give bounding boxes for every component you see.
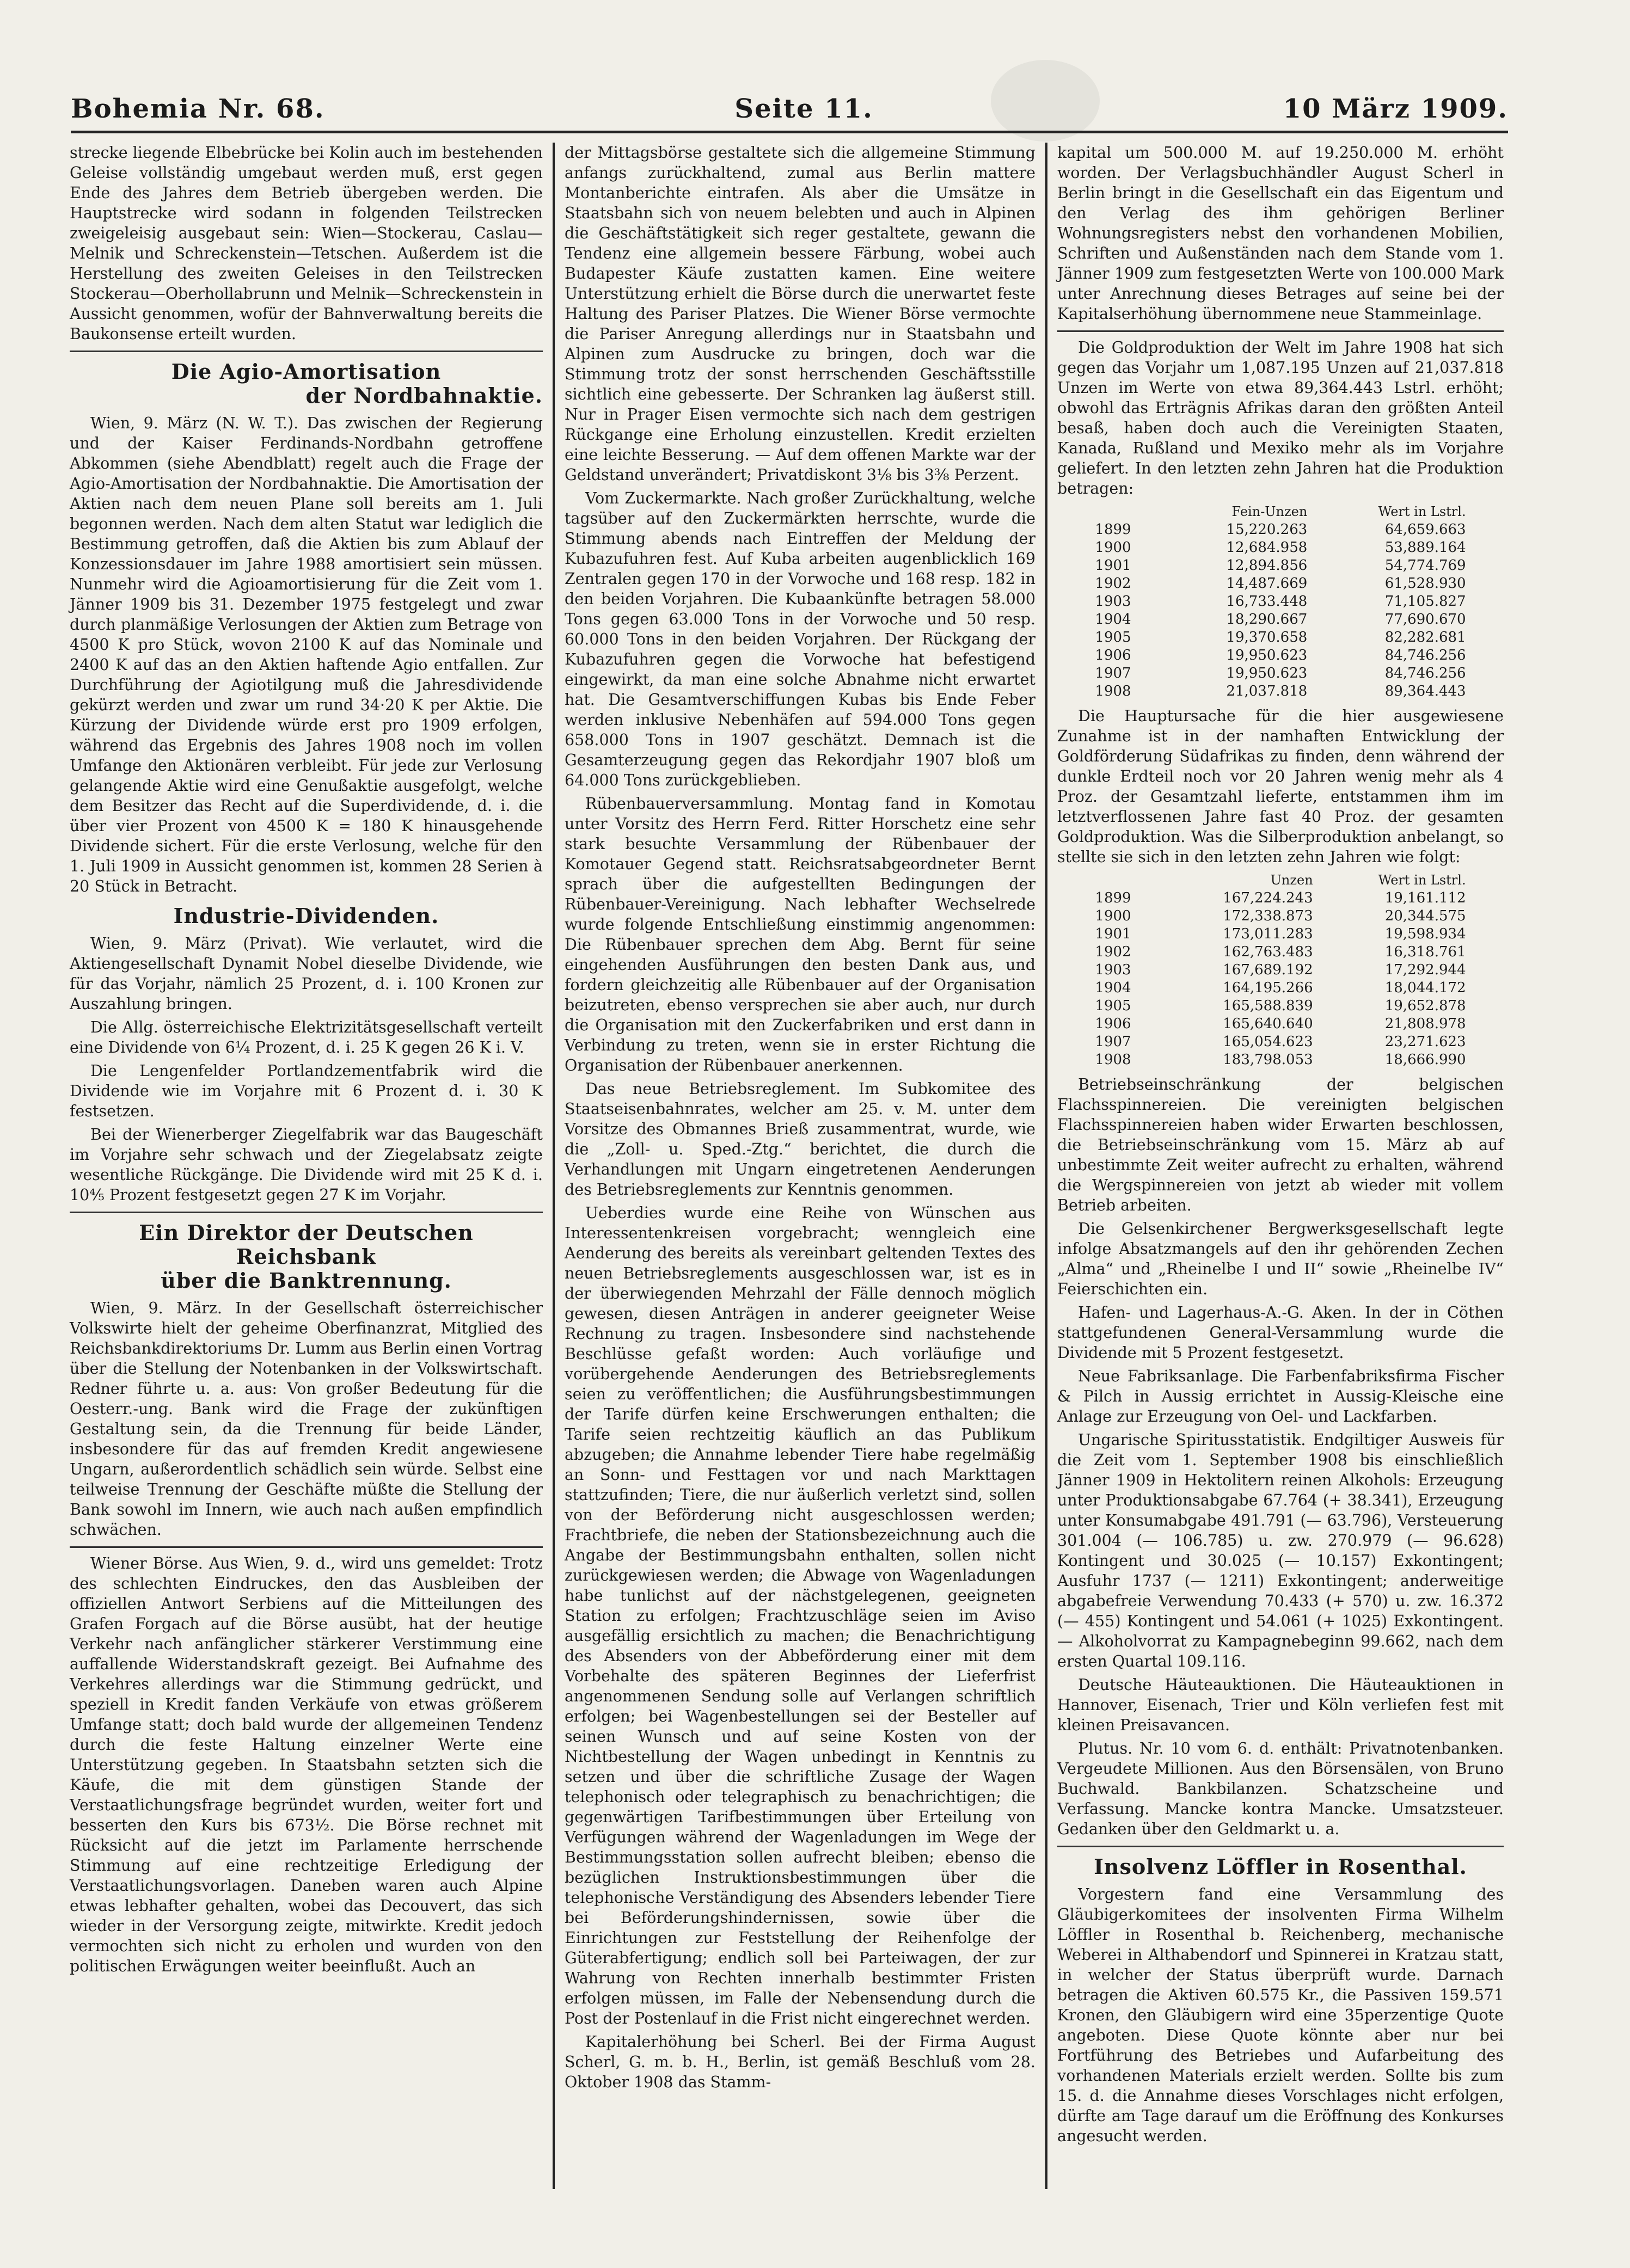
table-cell-year: 1900 xyxy=(1095,539,1131,556)
table-cell-ounces: 12,684.958 xyxy=(1226,539,1308,556)
table-cell-value: 77,690.670 xyxy=(1384,611,1466,628)
silver-table-body xyxy=(1088,889,1472,1069)
table-cell-ounces: 19,950.623 xyxy=(1226,647,1308,663)
table-cell-year: 1905 xyxy=(1095,629,1131,646)
table-cell-value: 82,282.681 xyxy=(1384,629,1466,646)
table-row xyxy=(1088,889,1472,907)
table-cell-year: 1904 xyxy=(1095,611,1131,628)
table-row xyxy=(1088,1015,1472,1033)
table-cell-value: 19,161.112 xyxy=(1384,890,1466,906)
table-cell-ounces: 19,370.658 xyxy=(1226,629,1308,646)
table-cell-value: 17,292.944 xyxy=(1384,962,1466,978)
table-cell-ounces: 21,037.818 xyxy=(1226,683,1308,699)
table-row xyxy=(1088,575,1472,593)
table-cell-year: 1906 xyxy=(1095,1016,1131,1032)
table-cell-ounces: 164,195.266 xyxy=(1223,980,1313,996)
table-cell-ounces: 14,487.669 xyxy=(1226,575,1308,592)
table-cell-year: 1899 xyxy=(1095,890,1131,906)
table-cell-value: 64,659.663 xyxy=(1384,521,1466,538)
column-3 xyxy=(1045,143,1513,2189)
article-text: strecke liegende Elbebrücke bei Kolin auch im bestehenden Geleise vollständig umgebaut werden muß, erst gegen Ende des Jahres dem Betrieb übergeben werden. Die Hauptstrecke wird sodann in folgenden Teilstrecken zweigeleisig ausgebaut sein: Wien—Stockerau, Caslau—Melnik und Schreckenstein—Tetschen. Außerdem ist die Herstellung des zweiten Geleises in den Teilstrecken Stockerau—Oberhollabrunn und Melnik—Schreckenstein in Aussicht genommen, wofür der Bahnverwaltung bereits die Baukonsense erteilt wurden. xyxy=(70,144,543,343)
article-text: kapital um 500.000 M. auf 19.250.000 M. erhöht worden. Der Verlagsbuchhändler August Scherl in Berlin bringt in die Gesellschaft ein das Eigentum und den Verlag des ihm gehörigen Berliner Wohnungsregisters nebst den vorhandenen Mobilien, Schriften und Außenständen nach dem Stande vom 1. Jänner 1909 zum festgesetzten Werte von 100.000 Mark unter Anrechnung dieses Betrages auf seine bei der Kapitalserhöhung übernommene neue Stammeinlage. xyxy=(1057,144,1504,323)
table-row xyxy=(1088,665,1472,683)
column-1 xyxy=(60,143,553,2189)
table-header-ounces: Fein-Unzen xyxy=(1231,504,1308,519)
table-header-row xyxy=(1088,503,1472,521)
article-text: Vorgestern fand eine Versammlung des Gläubigerkomitees der insolventen Firma Wilhelm Löffler in Rosenthal b. Reichenberg, mechanische Weberei in Althabendorf und Spinnerei in Kratzau statt, in welcher der Status überprüft wurde. Darnach betragen die Aktiven 60.575 Kr., die Passiven 159.571 Kronen, den Gläubigern wird eine 35perzentige Quote angeboten. Diese Quote könnte aber nur bei Fortführung des Betriebes und Aufarbeitung des vorhandenen Materials erzielt werden. Sollte bis zum 15. d. die Annahme dieses Vorschlages nicht erfolgen, dürfte am Tage darauf um die Eröffnung des Konkurses angesucht werden. xyxy=(1057,1885,1504,2145)
article-text: Deutsche Häuteauktionen. Die Häuteauktionen in Hannover, Eisenach, Trier und Köln verliefen fest mit kleinen Preisavancen. xyxy=(1057,1676,1504,1734)
table-cell-value: 18,044.172 xyxy=(1384,980,1466,996)
table-header-value: Wert in Lstrl. xyxy=(1378,504,1466,519)
divider xyxy=(70,351,543,352)
table-cell-ounces: 162,763.483 xyxy=(1223,944,1313,960)
table-cell-ounces: 173,011.283 xyxy=(1223,926,1313,942)
article-text: Betriebseinschränkung der belgischen Flachsspinnereien. Die vereinigten belgischen Flachsspinnereien haben wider Erwarten beschlossen, die Betriebseinschränkung vom 15. März ab auf unbestimmte Zeit weiter aufrecht zu erhalten, während die Wergspinnereien von jetzt ab wieder mit vollem Betrieb arbeiten. xyxy=(1057,1075,1504,1214)
divider xyxy=(70,1546,543,1548)
table-cell-year: 1907 xyxy=(1095,665,1131,681)
table-cell-ounces: 19,950.623 xyxy=(1226,665,1308,681)
article-text: der Mittagsbörse gestaltete sich die allgemeine Stimmung anfangs zurückhaltend, zumal aus Berlin mattere Montanberichte eintrafen. Als aber die Umsätze in Staatsbahn sich von neuem belebten und auch in Alpinen die Geschäftstätigkeit sich reger gestaltete, gewann die Tendenz eine allgemein bessere Färbung, wobei auch Budapester Käufe zustatten kamen. Eine weitere Unterstützung erhielt die Börse durch die unerwartet feste Haltung des Pariser Platzes. Die Wiener Börse vermochte die Pariser Anregung allerdings nur in Staatsbahn und Alpinen zum Ausdrucke zu bringen, doch war die Stimmung trotz der sonst herrschenden Geschäftsstille sichtlich eine gebesserte. Der Schranken lag äußerst still. Nur in Prager Eisen vermochte sich nach dem gestrigen Rückgange eine Erholung einzustellen. Kredit erzielten eine leichte Besserung. — Auf dem offenen Markte war der Geldstand unverändert; Privatdiskont 3⅛ bis 3⅜ Perzent. xyxy=(565,144,1035,484)
table-cell-year: 1901 xyxy=(1095,557,1131,574)
table-cell-value: 61,528.930 xyxy=(1384,575,1466,592)
table-row xyxy=(1088,539,1472,557)
header-newspaper: Bohemia Nr. 68. xyxy=(71,94,325,124)
table-cell-value: 53,889.164 xyxy=(1384,539,1466,556)
table-cell-value: 20,344.575 xyxy=(1384,908,1466,924)
table-cell-year: 1902 xyxy=(1095,575,1131,592)
column-2 xyxy=(553,143,1045,2189)
table-row xyxy=(1088,1051,1472,1069)
table-cell-year: 1903 xyxy=(1095,593,1131,610)
table-cell-value: 84,746.256 xyxy=(1384,665,1466,681)
table-cell-year: 1908 xyxy=(1095,1052,1131,1068)
table-cell-ounces: 18,290.667 xyxy=(1226,611,1308,628)
page-header xyxy=(71,87,1508,133)
heading-insolvenz: Insolvenz Löffler in Rosenthal. xyxy=(1094,1854,1467,1879)
table-cell-ounces: 165,640.640 xyxy=(1223,1016,1313,1032)
table-cell-year: 1908 xyxy=(1095,683,1131,699)
table-cell-value: 19,652.878 xyxy=(1384,998,1466,1014)
table-row xyxy=(1088,997,1472,1015)
table-cell-value: 89,364.443 xyxy=(1384,683,1466,699)
article-text: Die Hauptursache für die hier ausgewiesene Zunahme ist in der namhaften Entwicklung der Goldförderung Südafrikas zu finden, denn während der dunkle Erdteil noch vor 20 Jahren wenig mehr als 4 Proz. der Gesamtzahl lieferte, entstammen ihm im letztverflossenen Jahre fast 40 Proz. der gesamten Goldproduktion. Was die Silberproduktion anbelangt, so stellte sie sich in den letzten zehn Jahren wie folgt: xyxy=(1057,707,1504,866)
article-text: Die Goldproduktion der Welt im Jahre 1908 hat sich gegen das Vorjahr um 1,087.195 Unzen auf 21,037.818 Unzen im Werte von etwa 89,364.443 Lstrl. erhöht; obwohl das Erträgnis Afrikas daran den größten Anteil besaß, haben doch auch die Vereinigten Staaten, Kanada, Rußland und Mexiko mehr als im Vorjahre geliefert. In den letzten zehn Jahren hat die Produktion betragen: xyxy=(1057,339,1504,497)
article-text: Ungarische Spiritusstatistik. Endgiltiger Ausweis für die Zeit vom 1. September 1908 bis einschließlich Jänner 1909 in Hektolitern reinen Alkohols: Erzeugung unter Produktionsabgabe 67.764 (+ 38.341), Erzeugung unter Konsumabgabe 491.791 (— 63.796), Versteuerung 301.004 (— 106.785) u. zw. 270.979 (— 96.628) Kontingent und 30.025 (— 10.157) Exkontingent; Ausfuhr 1737 (— 1211) Exkontingent; anderweitige abgabefreie Verwendung 70.433 (+ 570) u. zw. 16.372 (— 455) Kontingent und 54.061 (+ 1025) Exkontingent. — Alkoholvorrat zu Kampagnebeginn 99.662, nach dem ersten Quartal 109.116. xyxy=(1057,1431,1504,1670)
table-cell-value: 71,105.827 xyxy=(1384,593,1466,610)
table-cell-ounces: 165,588.839 xyxy=(1223,998,1313,1014)
article-text: Ueberdies wurde eine Reihe von Wünschen aus Interessentenkreisen vorgebracht; wenngleich eine Aenderung des bereits als vereinbart geltenden Textes des neuen Betriebsreglements ausgeschlossen war, ist es in der überwiegenden Mehrzahl der Fälle dennoch möglich gewesen, diesen Anträgen in anderer geeigneter Weise Rechnung zu tragen. Insbesondere sind nachstehende Beschlüsse gefaßt worden: Auch vorläufige und vorübergehende Aenderungen des Betriebsreglements seien zu veröffentlichen; die Ausführungsbestimmungen der Tarife dürfen keine Erschwerungen enthalten; die Tarife seien rechtzeitig käuflich an das Publikum abzugeben; die Annahme lebender Tiere habe regelmäßig an Sonn- und Festtagen vor und nach Markttagen stattzufinden; Tiere, die nur äußerlich verletzt sind, sollen von der Beförderung nicht ausgeschlossen werden; Frachtbriefe, die neben der Stationsbezeichnung auch die Angabe der Bestimmungsbahn enthalten, sollen nicht zurückgewiesen werden; die Abwage von Wagenladungen habe tunlichst auf der nächstgelegenen, geeigneten Station zu erfolgen; Frachtzuschläge seien im Aviso ausgefällig ersichtlich zu machen; die Benachrichtigung des Absenders von der Abbeförderung einer mit dem Vorbehalte des späteren Beginnes der Lieferfrist angenommenen Sendung solle auf Verlangen schriftlich erfolgen; bei Wagenbestellungen sei der Besteller auf seinen Wunsch und auf seine Kosten von der Nichtbestellung der Wagen unbedingt in Kenntnis zu setzen und über die schriftliche Zusage der Wagen telephonisch oder telegraphisch zu benachrichtigen; die gegenwärtigen Tarifbestimmungen über Erteilung von Verfügungen während der Wagenladungen im Wege der Bestimmungsstation sollen aufrecht bleiben; ebenso die bezüglichen Instruktionsbestimmungen über die telephonische Verständigung des Absenders lebender Tiere bei Beförderungshindernissen, sowie über die Einrichtungen zur Feststellung der Reihenfolge der Güterabfertigung; endlich soll bei Parteiwagen, der zur Wahrung von Rechten innerhalb bestimmter Fristen erfolgen müssen, im Falle der Nebensendung durch die Post der Postenlauf in die Frist nicht eingerechnet werden. xyxy=(565,1204,1035,2027)
header-page-number: Seite 11. xyxy=(734,94,873,124)
table-row xyxy=(1088,593,1472,611)
table-cell-value: 21,808.978 xyxy=(1384,1016,1466,1032)
table-row xyxy=(1088,925,1472,943)
table-cell-year: 1904 xyxy=(1095,980,1131,996)
table-cell-value: 19,598.934 xyxy=(1384,926,1466,942)
table-row xyxy=(1088,557,1472,575)
article-text: Wiener Börse. Aus Wien, 9. d., wird uns gemeldet: Trotz des schlechten Eindruckes, den das Ausbleiben der offiziellen Antwort Serbiens auf die Mitteilungen des Grafen Forgach auf die Börse ausübt, hat der heutige Verkehr nach anfänglicher stärkerer Verstimmung eine auffallende Widerstandskraft gezeigt. Bei Aufnahme des Verkehres allerdings war die Stimmung gedrückt, und speziell in Kredit fanden Verkäufe von etwas größerem Umfange statt; doch bald wurde der allgemeinen Tendenz durch die feste Haltung einzelner Werte eine Unterstützung gegeben. In Staatsbahn setzten sich die Käufe, die mit dem günstigen Stande der Verstaatlichungsfrage begründet wurden, weiter fort und besserten den Kurs bis 673½. Die Börse rechnet mit Rücksicht auf die jetzt im Parlamente herrschende Stimmung auf eine rechtzeitige Erledigung der Verstaatlichungsvorlagen. Daneben waren auch Alpine etwas lebhafter gehalten, wobei das Decouvert, das sich wieder in der Versorgung zeigte, mitwirkte. Kredit jedoch vermochten sich nicht zu erholen und wurden von den politischen Erwägungen weiter beeinflußt. Auch an xyxy=(70,1554,543,1975)
table-cell-ounces: 15,220.263 xyxy=(1226,521,1308,538)
heading-direktor-line1: Ein Direktor der Deutschen Reichsbank xyxy=(139,1220,474,1269)
table-row xyxy=(1088,979,1472,997)
article-text: Wien, 9. März (N. W. T.). Das zwischen der Regierung und der Kaiser Ferdinands-Nordbahn getroffene Abkommen (siehe Abendblatt) regelt auch die Frage der Agio-Amortisation der Nordbahnaktie. Die Amortisation der Aktien nach dem neuen Plane soll bereits am 1. Juli begonnen werden. Nach dem alten Statut war lediglich die Bestimmung getroffen, daß die Aktien bis zum Ablauf der Konzessionsdauer im Jahre 1988 amortisiert sein müssen. Nunmehr wird die Agioamortisierung für die Zeit vom 1. Jänner 1909 bis 31. Dezember 1975 festgelegt und zwar durch planmäßige Verlosungen der Aktien zum Betrage von 4500 K pro Stück, wovon 2100 K auf das Nominale und 2400 K auf das an den Aktien haftende Agio entfallen. Zur Durchführung der Agiotilgung muß die Jahresdividende gekürzt werden und zwar um rund 34·20 K per Aktie. Die Kürzung der Dividende würde erst pro 1909 erfolgen, während das Ergebnis des Jahres 1908 noch im vollen Umfange den Aktionären verbleibt. Für jede zur Verlosung gelangende Aktie wird eine Genußaktie ausgefolgt, welche dem Besitzer das Recht auf die Superdividende, d. i. die über vier Prozent von 4500 K = 180 K hinausgehende Dividende sichert. Für die erste Verlosung, welche für den 1. Juli 1909 in Aussicht genommen ist, kommen 28 Serien à 20 Stück in Betracht. xyxy=(70,414,543,895)
divider xyxy=(1057,1846,1504,1847)
table-cell-value: 18,666.990 xyxy=(1384,1052,1466,1068)
text-columns xyxy=(60,143,1513,2189)
table-row xyxy=(1088,521,1472,539)
table-cell-ounces: 172,338.873 xyxy=(1223,908,1313,924)
article-text: Bei der Wienerberger Ziegelfabrik war das Baugeschäft im Vorjahre sehr schwach und der Ziegelabsatz zeigte wesentliche Rückgänge. Die Dividende wird mit 25 K d. i. 10⅘ Prozent festgesetzt gegen 27 K im Vorjahr. xyxy=(70,1126,543,1204)
table-header-row xyxy=(1088,871,1472,889)
article-text: Wien, 9. März. In der Gesellschaft österreichischer Volkswirte hielt der geheime Oberfinanzrat, Mitglied des Reichsbankdirektoriums Dr. Lumm aus Berlin einen Vortrag über die Stellung der Notenbanken in der Volkswirtschaft. Redner führte u. a. aus: Von großer Bedeutung für die Oesterr.-ung. Bank wird die Frage der zukünftigen Gestaltung sein, da die Trennung für beide Länder, insbesondere für das auf fremden Kredit angewiesene Ungarn, außerordentlich schädlich sein würde. Selbst eine teilweise Trennung der Geschäfte müßte die Stellung der Bank sowohl im Innern, wie auch nach außen empfindlich schwächen. xyxy=(70,1299,543,1539)
gold-production-table xyxy=(1088,503,1472,700)
table-row xyxy=(1088,943,1472,961)
table-cell-ounces: 165,054.623 xyxy=(1223,1034,1313,1050)
article-text: Die Lengenfelder Portlandzementfabrik wird die Dividende wie im Vorjahre mit 6 Prozent d. i. 30 K festsetzen. xyxy=(70,1062,543,1120)
table-cell-year: 1906 xyxy=(1095,647,1131,663)
article-text: Die Gelsenkirchener Bergwerksgesellschaft legte infolge Absatzmangels auf den ihr gehörenden Zechen „Alma“ und „Rheinelbe I und II“ sowie „Rheinelbe IV“ Feierschichten ein. xyxy=(1057,1220,1504,1298)
gold-table-body xyxy=(1088,521,1472,700)
heading-agio xyxy=(70,360,543,408)
heading-agio-line1: Die Agio-Amortisation xyxy=(171,359,442,384)
table-cell-ounces: 167,224.243 xyxy=(1223,890,1313,906)
table-cell-value: 23,271.623 xyxy=(1384,1034,1466,1050)
table-row xyxy=(1088,907,1472,925)
table-cell-ounces: 167,689.192 xyxy=(1223,962,1313,978)
table-cell-ounces: 16,733.448 xyxy=(1226,593,1308,610)
table-header-value: Wert in Lstrl. xyxy=(1378,872,1466,888)
header-date: 10 März 1909. xyxy=(1283,94,1508,124)
silver-production-table xyxy=(1088,871,1472,1069)
article-text: Vom Zuckermarkte. Nach großer Zurückhaltung, welche tagsüber auf den Zuckermärkten herrschte, wurde die Stimmung abends nach Eintreffen der Meldung der Kubazufuhren fest. Auf Kuba arbeiten augenblicklich 169 Zentralen gegen 170 in der Vorwoche und 168 resp. 182 in den beiden Vorjahren. Die Kubaankünfte betragen 58.000 Tons gegen 63.000 Tons in der Vorwoche und 50 resp. 60.000 Tons in den beiden Vorjahren. Der Rückgang der Kubazufuhren gegen die Vorwoche hat befestigend eingewirkt, da man eine solche Abnahme nicht erwartet hat. Die Gesamtverschiffungen Kubas bis Ende Feber werden inklusive Nebenhäfen auf 594.000 Tons gegen 658.000 Tons in 1907 geschätzt. Demnach ist die Gesamterzeugung gegen das Rekordjahr 1907 bloß um 64.000 Tons zurückgeblieben. xyxy=(565,489,1035,789)
heading-direktor xyxy=(70,1221,543,1293)
table-row xyxy=(1088,961,1472,979)
table-row xyxy=(1088,647,1472,665)
heading-industrie: Industrie-Dividenden. xyxy=(173,903,439,928)
table-row xyxy=(1088,683,1472,700)
table-cell-value: 84,746.256 xyxy=(1384,647,1466,663)
table-cell-year: 1900 xyxy=(1095,908,1131,924)
table-cell-year: 1899 xyxy=(1095,521,1131,538)
table-cell-year: 1902 xyxy=(1095,944,1131,960)
divider xyxy=(70,1212,543,1213)
table-header-year xyxy=(1088,871,1163,889)
table-row xyxy=(1088,611,1472,629)
article-text: Wien, 9. März (Privat). Wie verlautet, wird die Aktiengesellschaft Dynamit Nobel dieselbe Dividende, wie für das Vorjahr, nämlich 25 Prozent, d. i. 100 Kronen zur Auszahlung bringen. xyxy=(70,935,543,1013)
article-text: Das neue Betriebsreglement. Im Subkomitee des Staatseisenbahnrates, welcher am 25. v. M. unter dem Vorsitze des Obmannes Brieß zusammentrat, wurde, wie die „Zoll- u. Sped.-Ztg.“ berichtet, die durch die Verhandlungen mit Ungarn eingetretenen Aenderungen des Betriebsreglements zur Kenntnis genommen. xyxy=(565,1080,1035,1198)
article-text: Neue Fabriksanlage. Die Farbenfabriksfirma Fischer & Pilch in Aussig errichtet in Aussig-Kleische eine Anlage zur Erzeugung von Oel- und Lackfarben. xyxy=(1057,1367,1504,1425)
article-text: Hafen- und Lagerhaus-A.-G. Aken. In der in Cöthen stattgefundenen General-Versammlung wurde die Dividende mit 5 Prozent festgesetzt. xyxy=(1057,1304,1504,1362)
divider xyxy=(1057,330,1504,332)
heading-agio-line2: der Nordbahnaktie. xyxy=(305,383,543,408)
article-text: Rübenbauerversammlung. Montag fand in Komotau unter Vorsitz des Herrn Ferd. Ritter Horschetz eine sehr stark besuchte Versammlung der Rübenbauer der Komotauer Gegend statt. Reichsratsabgeordneter Bernt sprach über die aufgestellten Bedingungen der Rübenbauer-Vereinigung. Nach lebhafter Wechselrede wurde folgende Entschließung einstimmig angenommen: Die Rübenbauer sprechen dem Abg. Bernt für seine eingehenden Ausführungen den besten Dank aus, und fordern gleichzeitig alle Rübenbauer auf der Organisation beizutreten, ebenso versprechen sie aber auch, nur durch die Organisation mit den Zuckerfabriken und erst dann in Verbindung zu treten, wenn sie in erster Richtung die Organisation der Rübenbauer anerkennen. xyxy=(565,795,1035,1074)
table-cell-year: 1905 xyxy=(1095,998,1131,1014)
article-text: Kapitalerhöhung bei Scherl. Bei der Firma August Scherl, G. m. b. H., Berlin, ist gemäß Beschluß vom 28. Oktober 1908 das Stamm- xyxy=(565,2033,1035,2091)
article-text: Plutus. Nr. 10 vom 6. d. enthält: Privatnotenbanken. Vergeudete Millionen. Aus den Börsensälen, von Bruno Buchwald. Bankbilanzen. Schatzscheine und Verfassung. Mancke kontra Mancke. Umsatzsteuer. Gedanken über den Geldmarkt u. a. xyxy=(1057,1740,1504,1838)
table-cell-year: 1901 xyxy=(1095,926,1131,942)
table-cell-value: 16,318.761 xyxy=(1384,944,1466,960)
table-cell-value: 54,774.769 xyxy=(1384,557,1466,574)
table-row xyxy=(1088,1033,1472,1051)
table-cell-ounces: 183,798.053 xyxy=(1223,1052,1313,1068)
table-cell-year: 1903 xyxy=(1095,962,1131,978)
table-cell-year: 1907 xyxy=(1095,1034,1131,1050)
heading-direktor-line2: über die Banktrennung. xyxy=(161,1268,452,1293)
table-cell-ounces: 12,894.856 xyxy=(1226,557,1308,574)
table-header-year xyxy=(1088,503,1166,521)
table-row xyxy=(1088,629,1472,647)
table-header-ounces: Unzen xyxy=(1270,872,1313,888)
article-text: Die Allg. österreichische Elektrizitätsgesellschaft verteilt eine Dividende von 6¼ Prozent, d. i. 25 K gegen 26 K i. V. xyxy=(70,1018,543,1056)
